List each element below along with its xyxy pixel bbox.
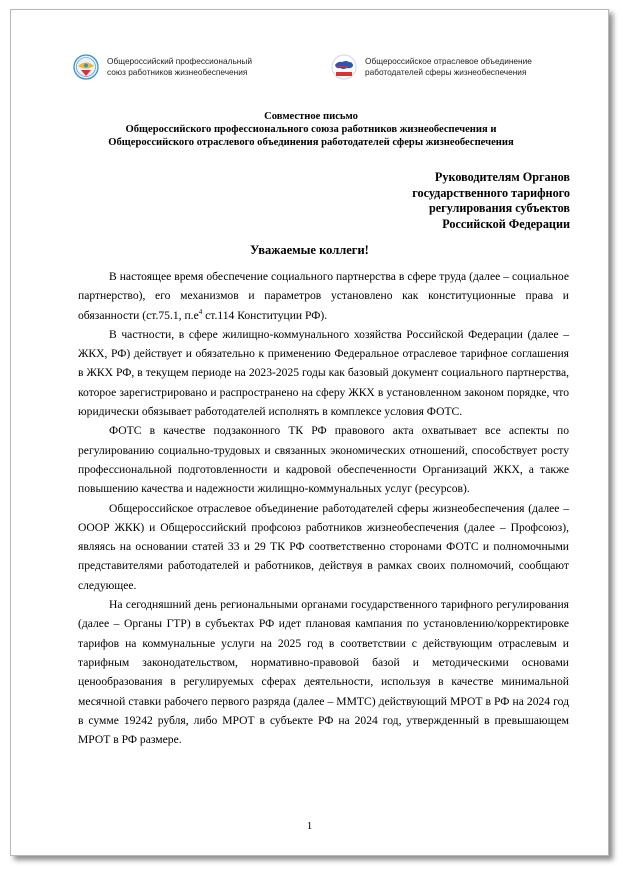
employers-name-line: работодателей сферы жизнеобеспечения	[365, 67, 527, 77]
union-logo-icon	[73, 54, 99, 80]
addressee-line: Российской Федерации	[442, 216, 570, 231]
paragraph-text: ст.114 Конституции РФ).	[202, 308, 328, 322]
union-name	[107, 56, 252, 78]
employers-header	[331, 54, 532, 80]
greeting: Уважаемые коллеги!	[250, 243, 369, 257]
paragraph-text: В настоящее время обеспечение социального партнерства в сфере труда (далее – социальное партнерство), его механизмов и параметров установлено как конституционные права и обязанности (ст.75.1, п.е	[78, 270, 569, 322]
addressee-line: государственного тарифного	[412, 185, 570, 200]
union-name-line: Общероссийский профессиональный	[107, 56, 252, 66]
union-name-line: союз работников жизнеобеспечения	[107, 67, 248, 77]
letter-body	[78, 267, 569, 749]
addressee-line: Руководителям Органов	[434, 170, 570, 184]
title-line: Совместное письмо	[264, 111, 358, 122]
ooor-zhkk-logo-icon	[331, 54, 357, 80]
letter-title	[51, 110, 571, 149]
paragraph: В частности, в сфере жилищно-коммунального хозяйства Российской Федерации (далее – ЖКХ, РФ) действует и обязательно к применению Федеральное отраслевое тарифное соглашения в ЖКХ РФ, в текущем периоде на 2023-2025 годы как базовый документ социального партнерства, которое зарегистрировано и распространено на сферу ЖКХ в установленном законом порядке, что юридически обязывает работодателей исполнять в комплексе условия ФОТС.	[78, 327, 569, 419]
paragraph: ФОТС в качестве подзаконного ТК РФ правового акта охватывает все аспекты по регулированию социально-трудовых и связанных экономических отношений, способствует росту профессиональной подготовленности и кадровой обеспеченности Организаций ЖКХ, а также повышению качества и надежности жилищно-коммунальных услуг (ресурсов).	[78, 424, 569, 496]
title-line: Общероссийского отраслевого объединения работодателей сферы жизнеобеспечения	[108, 137, 514, 148]
page-number: 1	[306, 820, 313, 832]
union-header	[73, 54, 252, 80]
employers-name	[365, 56, 532, 78]
addressee-line: регулирования субъектов	[428, 201, 570, 216]
document-page	[10, 9, 609, 856]
superscript: 4	[198, 307, 203, 316]
paragraph: На сегодняшний день региональными органами государственного тарифного регулирования (далее – Органы ГТР) в субъектах РФ идет плановая кампания по установлению/корректировке тарифов на коммунальные услуги на 2025 год в соответствии с действующим отраслевым и тарифным законодательством, нормативно-правовой базой и методическими основами ценообразования в регулируемых сферах деятельности, используя в качестве минимальной месячной ставки рабочего первого разряда (далее – ММТС) действующий МРОТ в РФ на 2024 год в сумме 19242 рубля, либо МРОТ в субъекте РФ на 2024 год, утвержденный в превышающем МРОТ в РФ размере.	[78, 598, 569, 747]
paragraph: Общероссийское отраслевое объединение работодателей сферы жизнеобеспечения (далее – ОООР ЖКК) и Общероссийский профсоюз работников жизнеобеспечения (далее – Профсоюз), являясь на основании статей 33 и 29 ТК РФ соответственно сторонами ФОТС и полномочными представителями работодателей и работников, действуя в рамках своих полномочий, сообщают следующее.	[78, 501, 569, 592]
title-line: Общероссийского профессионального союза работников жизнеобеспечения и	[125, 124, 497, 135]
employers-name-line: Общероссийское отраслевое объединение	[365, 56, 532, 66]
paragraph	[78, 267, 569, 325]
addressee-block	[412, 170, 570, 232]
